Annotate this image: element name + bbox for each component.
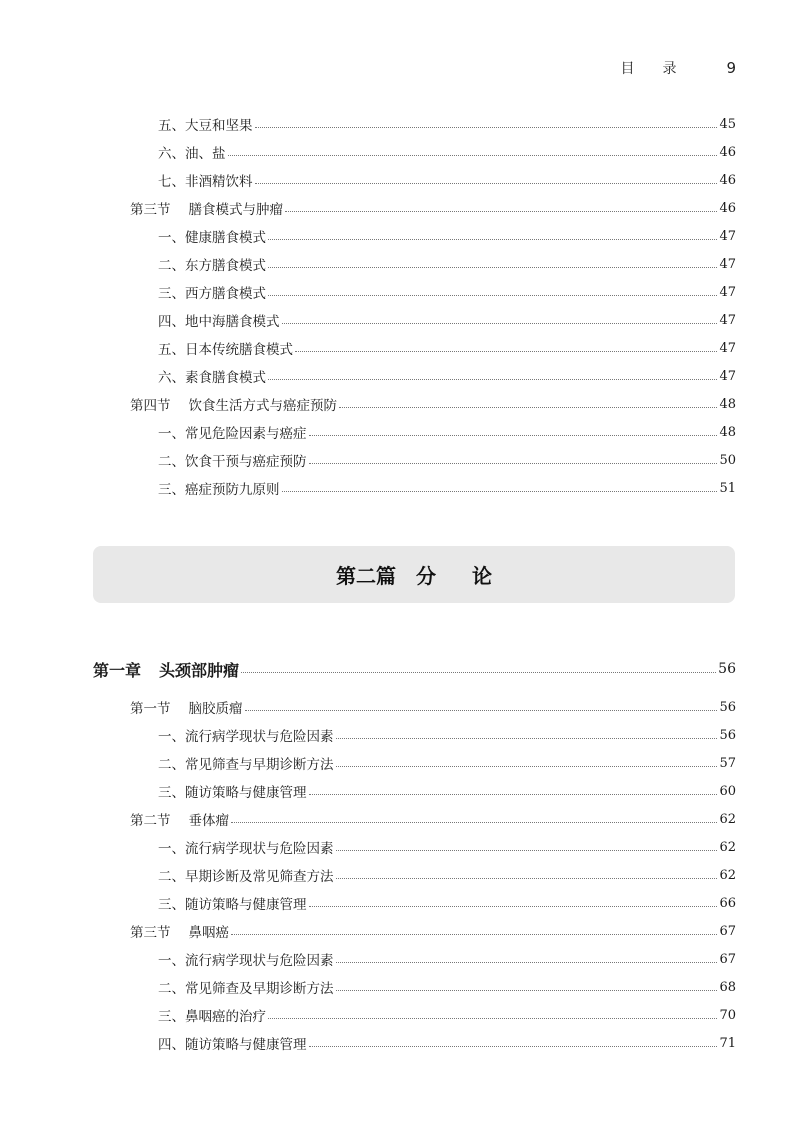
entry-label bbox=[158, 837, 334, 857]
dot-leader bbox=[309, 1045, 718, 1047]
entry-title: 饮食生活方式与癌症预防 bbox=[188, 398, 337, 414]
dot-leader bbox=[255, 182, 718, 184]
entry-label bbox=[130, 921, 229, 941]
entry-title: 二、常见筛查与早期诊断方法 bbox=[158, 757, 334, 773]
entry-label bbox=[158, 725, 334, 745]
entry-page-number: 46 bbox=[719, 144, 736, 160]
entry-page-number: 70 bbox=[719, 1007, 736, 1023]
chapter-title: 头颈部肿瘤 bbox=[159, 660, 240, 680]
entry-title: 三、癌症预防九原则 bbox=[158, 482, 280, 498]
entry-title: 五、大豆和坚果 bbox=[158, 118, 253, 134]
dot-leader bbox=[282, 322, 718, 324]
entry-title: 六、素食膳食模式 bbox=[158, 370, 266, 386]
entry-label bbox=[158, 478, 280, 498]
toc-item-entry[interactable] bbox=[0, 474, 800, 502]
entry-page-number: 56 bbox=[719, 699, 736, 715]
entry-title: 二、饮食干预与癌症预防 bbox=[158, 454, 307, 470]
entry-page-number: 62 bbox=[719, 839, 736, 855]
entry-page-number: 67 bbox=[719, 923, 736, 939]
entry-label bbox=[158, 865, 334, 885]
entry-label bbox=[130, 394, 337, 414]
entry-page-number: 47 bbox=[719, 256, 736, 272]
entry-label bbox=[158, 1005, 266, 1025]
toc-item-entry[interactable] bbox=[0, 278, 800, 306]
dot-leader bbox=[268, 266, 717, 268]
entry-label bbox=[158, 781, 307, 801]
entry-label bbox=[158, 893, 307, 913]
toc-item-entry[interactable] bbox=[0, 446, 800, 474]
entry-page-number: 50 bbox=[719, 452, 736, 468]
entry-page-number: 48 bbox=[719, 396, 736, 412]
dot-leader bbox=[295, 350, 717, 352]
entry-label bbox=[158, 170, 253, 190]
toc-item-entry[interactable] bbox=[0, 418, 800, 446]
entry-label bbox=[158, 753, 334, 773]
entry-title: 六、油、盐 bbox=[158, 146, 226, 162]
entry-label bbox=[130, 809, 229, 829]
entry-label bbox=[158, 977, 334, 997]
entry-page-number: 60 bbox=[719, 783, 736, 799]
entry-page-number: 62 bbox=[719, 867, 736, 883]
dot-leader bbox=[336, 989, 718, 991]
section-number: 第三节 bbox=[130, 925, 171, 941]
toc-item-entry[interactable] bbox=[0, 1029, 800, 1057]
entry-label bbox=[158, 142, 226, 162]
entry-title: 四、随访策略与健康管理 bbox=[158, 1037, 307, 1053]
entry-page-number: 67 bbox=[719, 951, 736, 967]
dot-leader bbox=[336, 877, 718, 879]
entry-label bbox=[158, 949, 334, 969]
dot-leader bbox=[336, 765, 718, 767]
section-number: 第一节 bbox=[130, 701, 171, 717]
toc-section-entry[interactable] bbox=[0, 693, 800, 721]
entry-title: 鼻咽癌 bbox=[188, 925, 229, 941]
toc-item-entry[interactable] bbox=[0, 250, 800, 278]
entry-page-number: 45 bbox=[719, 116, 736, 132]
entry-page-number: 56 bbox=[719, 727, 736, 743]
entry-label bbox=[158, 366, 266, 386]
toc-item-entry[interactable] bbox=[0, 166, 800, 194]
entry-page-number: 57 bbox=[719, 755, 736, 771]
chapter-number: 第一章 bbox=[93, 660, 142, 680]
entry-title: 五、日本传统膳食模式 bbox=[158, 342, 293, 358]
toc-item-entry[interactable] bbox=[0, 861, 800, 889]
toc-item-entry[interactable] bbox=[0, 889, 800, 917]
toc-section-entry[interactable] bbox=[0, 390, 800, 418]
dot-leader bbox=[245, 709, 718, 711]
header-page-number: 9 bbox=[726, 59, 736, 77]
toc-chapter-entry[interactable] bbox=[0, 655, 800, 683]
entry-title: 三、随访策略与健康管理 bbox=[158, 897, 307, 913]
toc-section-entry[interactable] bbox=[0, 194, 800, 222]
dot-leader bbox=[268, 238, 717, 240]
toc-item-entry[interactable] bbox=[0, 945, 800, 973]
entry-label bbox=[158, 450, 307, 470]
entry-page-number: 62 bbox=[719, 811, 736, 827]
entry-page-number: 48 bbox=[719, 424, 736, 440]
toc-item-entry[interactable] bbox=[0, 973, 800, 1001]
entry-page-number: 47 bbox=[719, 284, 736, 300]
entry-page-number: 51 bbox=[719, 480, 736, 496]
entry-label bbox=[130, 198, 283, 218]
section-number: 第二节 bbox=[130, 813, 171, 829]
entry-title: 四、地中海膳食模式 bbox=[158, 314, 280, 330]
dot-leader bbox=[336, 849, 718, 851]
entry-title: 三、鼻咽癌的治疗 bbox=[158, 1009, 266, 1025]
entry-title: 垂体瘤 bbox=[188, 813, 229, 829]
entry-title: 一、流行病学现状与危险因素 bbox=[158, 953, 334, 969]
chapter-page-number: 56 bbox=[718, 661, 736, 677]
toc-item-entry[interactable] bbox=[0, 1001, 800, 1029]
entry-title: 三、西方膳食模式 bbox=[158, 286, 266, 302]
entry-title: 二、常见筛查及早期诊断方法 bbox=[158, 981, 334, 997]
section-number: 第三节 bbox=[130, 202, 171, 218]
entry-label bbox=[158, 1033, 307, 1053]
entry-title: 二、东方膳食模式 bbox=[158, 258, 266, 274]
dot-leader bbox=[309, 905, 718, 907]
running-header bbox=[620, 58, 736, 78]
entry-label bbox=[158, 310, 280, 330]
entry-label bbox=[158, 338, 293, 358]
toc-item-entry[interactable] bbox=[0, 306, 800, 334]
entry-page-number: 46 bbox=[719, 200, 736, 216]
toc-item-entry[interactable] bbox=[0, 334, 800, 362]
entry-page-number: 47 bbox=[719, 312, 736, 328]
entry-label bbox=[130, 697, 243, 717]
toc-item-entry[interactable] bbox=[0, 362, 800, 390]
entry-label bbox=[158, 422, 307, 442]
entry-page-number: 47 bbox=[719, 368, 736, 384]
toc-item-entry[interactable] bbox=[0, 721, 800, 749]
dot-leader bbox=[241, 671, 716, 673]
entry-page-number: 66 bbox=[719, 895, 736, 911]
dot-leader bbox=[336, 961, 718, 963]
dot-leader bbox=[231, 933, 717, 935]
entry-title: 三、随访策略与健康管理 bbox=[158, 785, 307, 801]
part-word-2: 论 bbox=[472, 564, 492, 588]
entry-title: 一、健康膳食模式 bbox=[158, 230, 266, 246]
entry-page-number: 46 bbox=[719, 172, 736, 188]
entry-page-number: 47 bbox=[719, 340, 736, 356]
toc-section-entry[interactable] bbox=[0, 805, 800, 833]
entry-label bbox=[158, 226, 266, 246]
toc-item-entry[interactable] bbox=[0, 138, 800, 166]
dot-leader bbox=[255, 126, 718, 128]
dot-leader bbox=[336, 737, 718, 739]
entry-label bbox=[158, 282, 266, 302]
toc-section-entry[interactable] bbox=[0, 917, 800, 945]
entry-page-number: 71 bbox=[719, 1035, 736, 1051]
entry-title: 一、常见危险因素与癌症 bbox=[158, 426, 307, 442]
toc-item-entry[interactable] bbox=[0, 777, 800, 805]
part-number: 第二篇 bbox=[336, 564, 396, 588]
entry-title: 一、流行病学现状与危险因素 bbox=[158, 729, 334, 745]
section-number: 第四节 bbox=[130, 398, 171, 414]
entry-title: 二、早期诊断及常见筛查方法 bbox=[158, 869, 334, 885]
entry-page-number: 47 bbox=[719, 228, 736, 244]
entry-title: 一、流行病学现状与危险因素 bbox=[158, 841, 334, 857]
entry-page-number: 68 bbox=[719, 979, 736, 995]
entry-label bbox=[158, 114, 253, 134]
dot-leader bbox=[231, 821, 717, 823]
dot-leader bbox=[282, 490, 718, 492]
entry-label bbox=[158, 254, 266, 274]
part-banner bbox=[93, 546, 735, 603]
dot-leader bbox=[309, 462, 718, 464]
toc-item-entry[interactable] bbox=[0, 833, 800, 861]
toc-item-entry[interactable] bbox=[0, 749, 800, 777]
dot-leader bbox=[228, 154, 718, 156]
dot-leader bbox=[285, 210, 717, 212]
header-section-title: 目录 bbox=[620, 61, 705, 77]
dot-leader bbox=[268, 294, 717, 296]
chapter-label bbox=[93, 658, 239, 681]
part-word-1: 分 bbox=[416, 564, 436, 588]
entry-title: 膳食模式与肿瘤 bbox=[188, 202, 283, 218]
toc-item-entry[interactable] bbox=[0, 110, 800, 138]
dot-leader bbox=[268, 378, 717, 380]
dot-leader bbox=[268, 1017, 717, 1019]
dot-leader bbox=[309, 793, 718, 795]
entry-title: 脑胶质瘤 bbox=[188, 701, 243, 717]
dot-leader bbox=[339, 406, 717, 408]
dot-leader bbox=[309, 434, 718, 436]
toc-item-entry[interactable] bbox=[0, 222, 800, 250]
entry-title: 七、非酒精饮料 bbox=[158, 174, 253, 190]
